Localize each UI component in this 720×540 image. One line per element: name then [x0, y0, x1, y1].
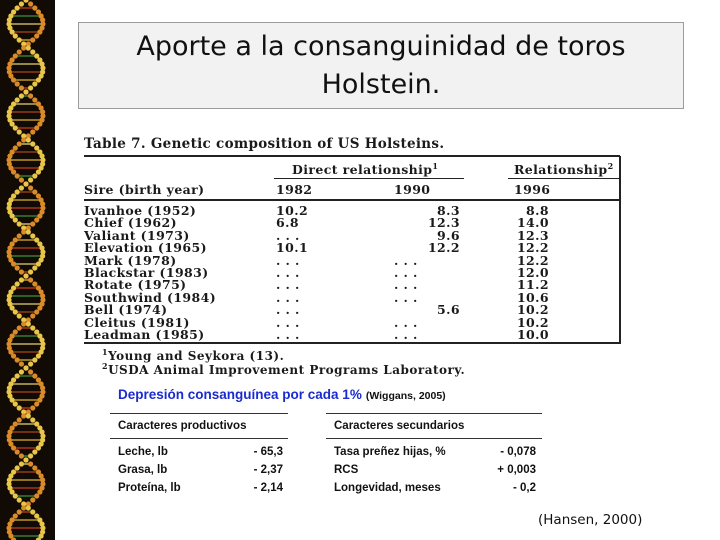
- value-1996-cell: 10.6: [516, 289, 549, 305]
- value-1996-cell: 12.2: [516, 240, 549, 256]
- value-1990-cell: . . .: [394, 265, 418, 280]
- group-header-relationship: Relationship$^2$: [514, 161, 614, 178]
- sire-cell: Bell (1974): [84, 302, 168, 318]
- value-1990-cell: . . .: [394, 327, 418, 342]
- table-footnote-2: $^2$USDA Animal Improvement Programs Laboratory.: [102, 361, 466, 377]
- value-1982-cell: . . .: [276, 252, 300, 268]
- value-1990-cell: . . .: [394, 252, 418, 268]
- value-1982-cell: . . .: [276, 277, 300, 293]
- value-1990-cell: 12.2: [427, 240, 460, 256]
- value-1990-cell: . . .: [394, 314, 418, 330]
- value-1996-cell: 10.2: [516, 302, 549, 318]
- secondary-trait-label: Tasa preñez hijas, %: [334, 446, 446, 458]
- right-subheader-rule: [326, 438, 542, 439]
- sire-cell: Leadman (1985): [84, 327, 205, 342]
- value-1990-cell: 5.6: [437, 302, 460, 318]
- value-1996-cell: 12.0: [516, 265, 549, 280]
- depression-heading: [118, 386, 446, 404]
- secondary-trait-value: - 0,078: [500, 446, 536, 458]
- value-1982-cell: 10.1: [276, 240, 309, 256]
- productive-trait-label: Proteína, lb: [118, 482, 181, 494]
- secondary-trait-label: RCS: [334, 464, 359, 476]
- table-bottom-rule: [84, 342, 620, 344]
- productive-trait-value: - 65,3: [253, 446, 283, 458]
- source-citation: (Hansen, 2000): [538, 512, 643, 528]
- table-footnote-1: $^1$Young and Seykora (13).: [102, 347, 285, 363]
- sire-cell: Blackstar (1983): [84, 265, 209, 280]
- productive-trait-label: Leche, lb: [118, 446, 168, 458]
- depression-citation: (Wiggans, 2005): [365, 390, 446, 402]
- value-1982-cell: . . .: [276, 327, 300, 342]
- value-1996-cell: 12.2: [516, 252, 549, 268]
- productive-trait-value: - 2,14: [253, 482, 283, 494]
- value-1982-cell: . . .: [276, 314, 300, 330]
- value-1982-cell: . . .: [276, 227, 300, 243]
- sire-cell: Elevation (1965): [84, 240, 207, 256]
- productive-traits-header: Caracteres productivos: [118, 420, 247, 432]
- value-1990-cell: 9.6: [437, 227, 460, 243]
- productive-trait-value: - 2,37: [253, 464, 283, 476]
- table-top-rule: [84, 155, 620, 157]
- productive-trait-label: Grasa, lb: [118, 464, 168, 476]
- value-1982-cell: 6.8: [276, 215, 299, 231]
- left-subheader-rule: [110, 438, 288, 439]
- secondary-traits-header: Caracteres secundarios: [334, 420, 465, 432]
- value-1982-cell: . . .: [276, 265, 300, 280]
- value-1990-cell: . . .: [394, 277, 418, 293]
- col-header-1990: 1990: [394, 182, 431, 197]
- sire-cell: Chief (1962): [84, 215, 177, 231]
- value-1996-cell: 11.2: [516, 277, 549, 293]
- title-line-1: Aporte a la consanguinidad de toros: [136, 30, 626, 62]
- value-1990-cell: . . .: [394, 289, 418, 305]
- value-1982-cell: 10.2: [276, 203, 309, 218]
- value-1996-cell: 10.2: [516, 314, 549, 330]
- value-1996-cell: 14.0: [516, 215, 549, 231]
- sire-cell: Southwind (1984): [84, 289, 217, 305]
- sire-cell: Ivanhoe (1952): [84, 203, 197, 218]
- value-1990-cell: 12.3: [427, 215, 460, 231]
- table-caption: Table 7. Genetic composition of US Holsteins.: [84, 136, 445, 152]
- dna-helix-decoration: [0, 0, 55, 540]
- secondary-trait-label: Longevidad, meses: [334, 482, 441, 494]
- left-header-rule: [110, 413, 288, 414]
- col-header-sire: Sire (birth year): [84, 182, 205, 197]
- value-1982-cell: . . .: [276, 289, 300, 305]
- slide-title: [78, 22, 684, 109]
- table-right-rule: [619, 156, 621, 344]
- value-1996-cell: 12.3: [516, 227, 549, 243]
- value-1996-cell: 10.0: [516, 327, 549, 342]
- group-header-direct: Direct relationship$^1$: [292, 161, 439, 178]
- col-header-1982: 1982: [276, 182, 313, 197]
- right-header-rule: [326, 413, 542, 414]
- secondary-trait-value: + 0,003: [497, 464, 536, 476]
- title-line-2: Holstein.: [321, 68, 441, 100]
- sire-cell: Valiant (1973): [84, 227, 190, 243]
- secondary-trait-value: - 0,2: [512, 482, 536, 494]
- sire-cell: Mark (1978): [84, 252, 177, 268]
- table-header-rule: [84, 199, 620, 201]
- depression-title: Depresión consanguínea por cada 1%: [118, 387, 362, 402]
- value-1996-cell: 8.8: [526, 203, 549, 218]
- sire-cell: Cleitus (1981): [84, 314, 190, 330]
- value-1982-cell: . . .: [276, 302, 300, 318]
- value-1990-cell: 8.3: [437, 203, 460, 218]
- direct-span-rule: [274, 178, 464, 179]
- col-header-1996: 1996: [514, 182, 551, 197]
- sire-cell: Rotate (1975): [84, 277, 187, 293]
- relationship-span-rule: [508, 178, 620, 179]
